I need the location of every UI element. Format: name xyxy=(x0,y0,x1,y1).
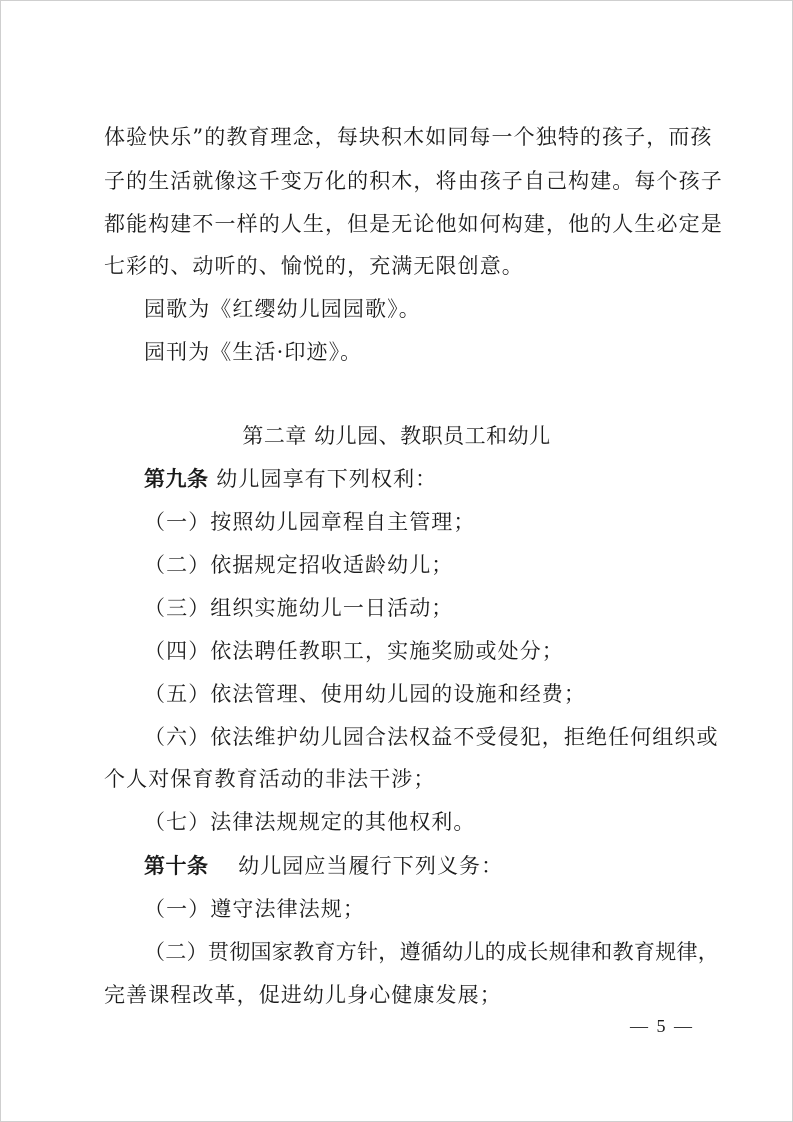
article-9-text: 幼儿园享有下列权利： xyxy=(216,467,438,491)
article-9-item-continued: 个人对保育教育活动的非法干涉； xyxy=(104,767,436,791)
kindergarten-journal-line: 园刊为《生活·印迹》。 xyxy=(144,340,363,364)
article-9-heading xyxy=(144,463,734,495)
article-10-item: （一）遵守法律法规； xyxy=(144,897,365,921)
article-9-item: （四）依法聘任教职工，实施奖励或处分； xyxy=(144,639,564,663)
paragraph-line: 都能构建不一样的人生，但是无论他如何构建，他的人生必定是 xyxy=(104,212,723,236)
paragraph-line: 子的生活就像这千变万化的积木，将由孩子自己构建。每个孩子 xyxy=(104,169,723,193)
article-10-heading xyxy=(144,850,734,882)
article-10-item: （二）贯彻国家教育方针，遵循幼儿的成长规律和教育规律， xyxy=(144,940,720,964)
paragraph-line: 体验快乐”的教育理念，每块积木如同每一个独特的孩子，而孩 xyxy=(104,125,713,149)
kindergarten-song-line: 园歌为《红缨幼儿园园歌》。 xyxy=(144,297,421,321)
article-9-item: （三）组织实施幼儿一日活动； xyxy=(144,596,454,620)
article-10-item-continued: 完善课程改革，促进幼儿身心健康发展； xyxy=(104,983,502,1007)
paragraph-line: 七彩的、动听的、愉悦的，充满无限创意。 xyxy=(104,254,524,278)
article-9-item: （二）依据规定招收适龄幼儿； xyxy=(144,553,454,577)
article-9-label: 第九条 xyxy=(144,467,209,491)
article-9-item: （七）法律法规规定的其他权利。 xyxy=(144,810,476,834)
article-10-text: 幼儿园应当履行下列义务： xyxy=(238,854,504,878)
article-10-label: 第十条 xyxy=(144,854,209,878)
chapter-title: 第二章 幼儿园、教职员工和幼儿 xyxy=(242,424,551,448)
article-9-item: （一）按照幼儿园章程自主管理； xyxy=(144,510,476,534)
page-number: — 5 — xyxy=(630,1016,694,1036)
article-9-item: （五）依法管理、使用幼儿园的设施和经费； xyxy=(144,682,586,706)
article-9-item: （六）依法维护幼儿园合法权益不受侵犯，拒绝任何组织或 xyxy=(144,725,719,749)
